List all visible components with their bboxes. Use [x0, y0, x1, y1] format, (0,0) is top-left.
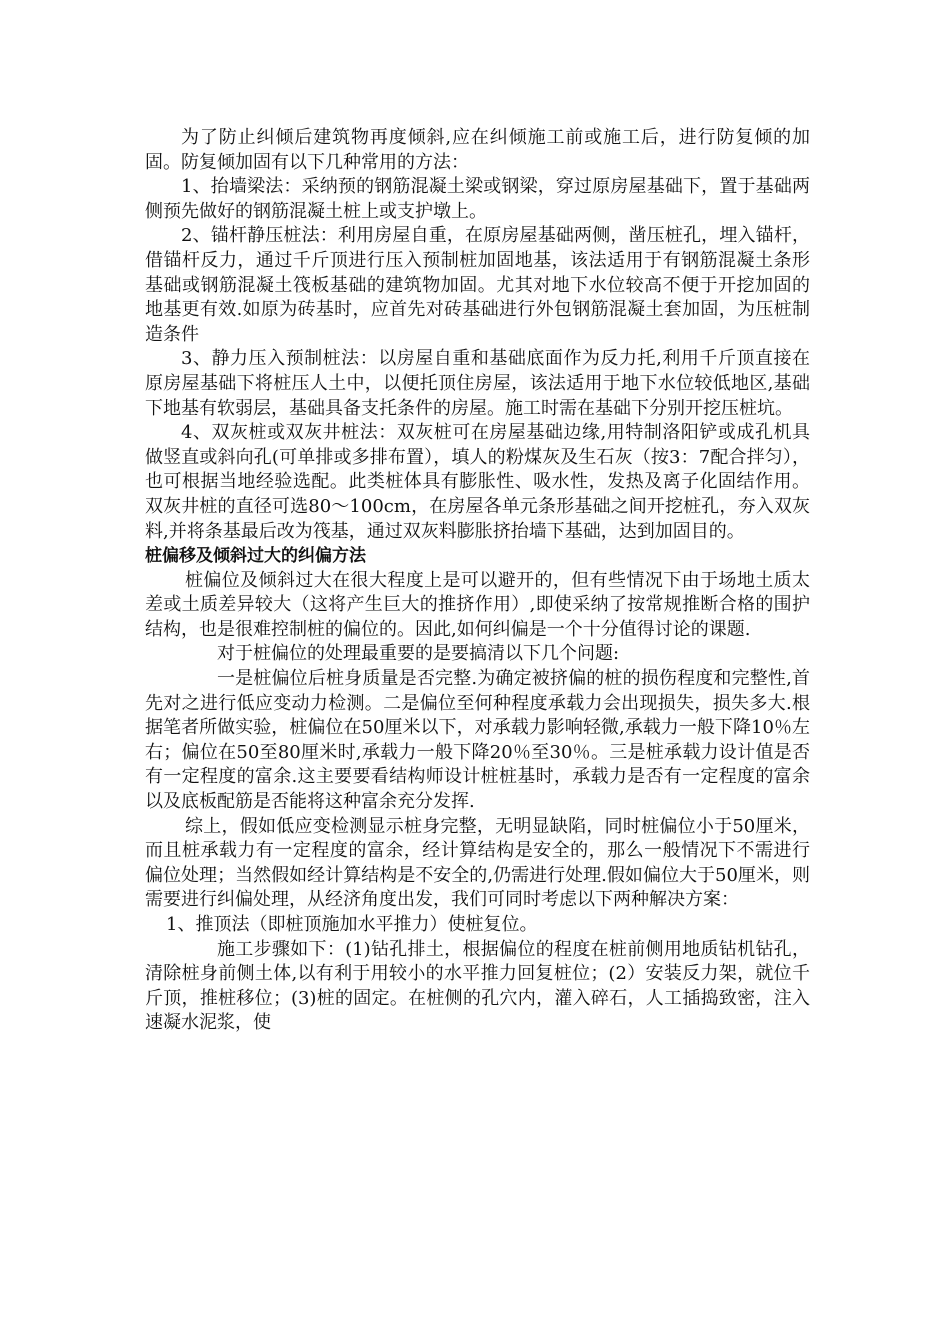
section-heading: 桩偏移及倾斜过大的纠偏方法	[145, 546, 366, 567]
paragraph-push-method: 1、推顶法（即桩顶施加水平推力）使桩复位。	[166, 914, 538, 935]
paragraph-method-static-pile: 3、静力压入预制桩法：以房屋自重和基础底面作为反力托,利用千斤顶直接在原房屋基础下将桩压人土中，以便托顶住房屋，该法适用于地下水位较低地区,基础下地基有软弱层，基础具备支托条件的房屋。施工时需在基础下分别开挖压桩坑。	[145, 348, 810, 419]
paragraph-method-anchor-pile: 2、锚杆静压桩法：利用房屋自重，在原房屋基础两侧，凿压桩孔，埋入锚杆，借锚杆反力，通过千斤顶进行压入预制桩加固地基，该法适用于有钢筋混凝土条形基础或钢筋混凝土筏板基础的建筑物加固。尤其对地下水位较高不便于开挖加固的地基更有效.如原为砖基时，应首先对砖基础进行外包钢筋混凝土套加固，为压桩制造条件	[145, 225, 810, 345]
document-page	[145, 126, 810, 1036]
paragraph-method-wall-beam: 1、抬墙梁法：采纳预的钢筋混凝土梁或钢梁，穿过原房屋基础下，置于基础两侧预先做好的钢筋混凝土桩上或支护墩上。	[145, 176, 810, 222]
paragraph-method-lime-pile: 4、双灰桩或双灰井桩法：双灰桩可在房屋基础边缘,用特制洛阳铲或成孔机具做竖直或斜向孔(可单排或多排布置），填人的粉煤灰及生石灰（按3：7配合拌匀），也可根据当地经验选配。此类桩体具有膨胀性、吸水性，发热及离子化固结作用。双灰井桩的直径可选80～100cm，在房屋各单元条形基础之间开挖桩孔，夯入双灰料,并将条基最后改为筏基，通过双灰料膨胀挤抬墙下基础，达到加固目的。	[145, 422, 810, 542]
paragraph-questions-detail: 一是桩偏位后桩身质量是否完整.为确定被挤偏的桩的损伤程度和完整性,首先对之进行低应变动力检测。二是偏位至何种程度承载力会出现损失，损失多大.根据笔者所做实验，桩偏位在50厘米以下，对承载力影响轻微,承载力一般下降10％左右；偏位在50至80厘米时,承载力一般下降20％至30％。三是桩承载力设计值是否有一定程度的富余.这主要要看结构师设计桩桩基时，承载力是否有一定程度的富余以及底板配筋是否能将这种富余充分发挥.	[145, 668, 810, 813]
paragraph-anti-tilt-intro: 为了防止纠倾后建筑物再度倾斜,应在纠倾施工前或施工后，进行防复倾的加固。防复倾加固有以下几种常用的方法：	[145, 127, 810, 173]
paragraph-construction-steps: 施工步骤如下：(1)钻孔排土，根据偏位的程度在桩前侧用地质钻机钻孔，清除桩身前侧土体,以有利于用较小的水平推力回复桩位；(2）安装反力架，就位千斤顶，推桩移位；(3)桩的固定。在桩侧的孔穴内，灌入碎石，人工插捣致密，注入速凝水泥浆，使	[145, 938, 810, 1034]
paragraph-key-questions: 对于桩偏位的处理最重要的是要搞清以下几个问题:	[217, 643, 620, 665]
paragraph-summary: 综上，假如低应变检测显示桩身完整，无明显缺陷，同时桩偏位小于50厘米，而且桩承载力有一定程度的富余，经计算结构是安全的，那么一般情况下不需进行偏位处理；当然假如经计算结构是不安全的,仍需进行处理.假如偏位大于50厘米，则需要进行纠偏处理，从经济角度出发，我们可同时考虑以下两种解决方案：	[145, 815, 810, 911]
paragraph-pile-offset-intro: 桩偏位及倾斜过大在很大程度上是可以避开的，但有些情况下由于场地土质太差或土质差异较大（这将产生巨大的推挤作用）,即使采纳了按常规推断合格的围护结构，也是很难控制桩的偏位的。因此,如何纠偏是一个十分值得讨论的课题.	[145, 569, 810, 640]
